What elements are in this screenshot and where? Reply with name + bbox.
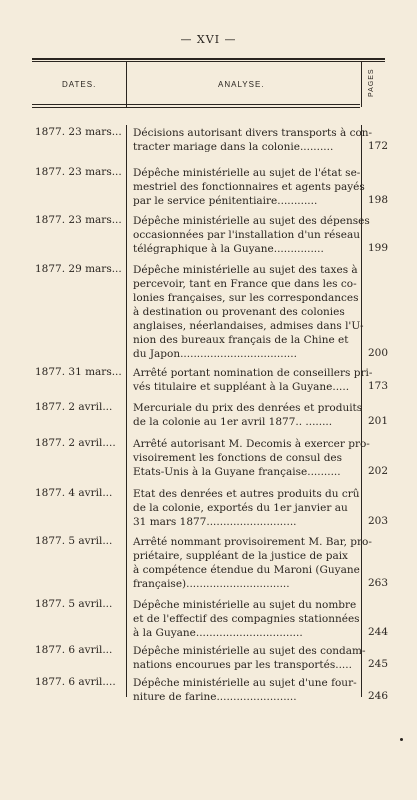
entry-date: 1877. 23 mars...: [35, 214, 122, 226]
analysis-line: visoirement les fonctions de consul des: [133, 452, 343, 464]
entry-page: 202: [367, 465, 388, 477]
analysis-line: Etats-Unis à la Guyane française..........: [133, 466, 341, 478]
analysis-line: française)...............................: [133, 578, 290, 590]
analysis-line: nion des bureaux français de la Chine et: [133, 334, 349, 346]
entry-date: 1877. 6 avril....: [35, 676, 116, 688]
analysis-line: du Japon...................................: [133, 348, 297, 360]
entry-date: 1877. 2 avril....: [35, 437, 116, 449]
header-rule-top-thin: [32, 61, 385, 62]
ink-speck: [400, 738, 403, 741]
analysis-line: Dépêche ministérielle au sujet d'une four-: [133, 677, 357, 689]
analysis-line: à destination ou provenant des colonies: [133, 306, 345, 318]
entry-analysis: [133, 437, 370, 479]
analysis-line: 31 mars 1877...........................: [133, 516, 297, 528]
header-rule-top: [32, 58, 385, 60]
analysis-line: Arrêté autorisant M. Decomis à exercer pro-: [133, 438, 370, 450]
header-column-divider-2: [361, 62, 362, 107]
entry-analysis: [133, 598, 359, 640]
header-rule-bottom: [32, 104, 360, 105]
analysis-line: vés titulaire et suppléant à la Guyane.....: [133, 381, 350, 393]
entry-page: 245: [367, 658, 388, 670]
entry-page: 199: [367, 242, 388, 254]
entry-page: 198: [367, 194, 388, 206]
analysis-line: priétaire, suppléant de la justice de paix: [133, 550, 348, 562]
entry-page: 246: [367, 690, 388, 702]
entry-date: 1877. 29 mars...: [35, 263, 122, 275]
entry-analysis: [133, 535, 372, 591]
analysis-line: mestriel des fonctionnaires et agents payés: [133, 181, 365, 193]
entry-page: 172: [367, 140, 388, 152]
entry-analysis: [133, 126, 373, 154]
analysis-line: par le service pénitentiaire............: [133, 195, 318, 207]
entry-date: 1877. 23 mars...: [35, 126, 122, 138]
entry-date: 1877. 23 mars...: [35, 166, 122, 178]
analysis-line: Dépêche ministérielle au sujet des condam-: [133, 645, 366, 657]
analysis-line: percevoir, tant en France que dans les co-: [133, 278, 357, 290]
analysis-line: occasionnées par l'installation d'un réseau: [133, 229, 360, 241]
analysis-line: Etat des denrées et autres produits du crû: [133, 488, 360, 500]
entry-analysis: [133, 263, 364, 361]
entry-page: 203: [367, 515, 388, 527]
column-header-dates: DATES.: [62, 80, 97, 89]
header-rule-bottom-2: [32, 107, 360, 108]
entry-date: 1877. 5 avril...: [35, 535, 113, 547]
analysis-line: Arrêté nommant provisoirement M. Bar, pro-: [133, 536, 372, 548]
entry-analysis: [133, 166, 365, 208]
analysis-line: Dépêche ministérielle au sujet des dépenses: [133, 215, 370, 227]
analysis-line: de la colonie au 1er avril 1877.. ........: [133, 416, 333, 428]
header-column-divider-1: [126, 62, 127, 107]
entry-analysis: [133, 214, 370, 256]
analysis-line: à la Guyane................................: [133, 627, 303, 639]
entry-page: 173: [367, 380, 388, 392]
analysis-line: de la colonie, exportés du 1er janvier au: [133, 502, 348, 514]
analysis-line: à compétence étendue du Maroni (Guyane: [133, 564, 360, 576]
analysis-line: nations encourues par les transportés.....: [133, 659, 352, 671]
entry-date: 1877. 31 mars...: [35, 366, 122, 378]
analysis-line: et de l'effectif des compagnies stationnées: [133, 613, 360, 625]
analysis-line: niture de farine........................: [133, 691, 297, 703]
page-folio: — XVI —: [180, 33, 237, 46]
analysis-line: Dépêche ministérielle au sujet du nombre: [133, 599, 357, 611]
analysis-line: lonies françaises, sur les correspondances: [133, 292, 359, 304]
entry-page: 263: [367, 577, 388, 589]
entry-date: 1877. 5 avril...: [35, 598, 113, 610]
entry-page: 201: [367, 415, 388, 427]
analysis-line: Décisions autorisant divers transports à con-: [133, 127, 373, 139]
analysis-line: anglaises, néerlandaises, admises dans l'U-: [133, 320, 364, 332]
analysis-line: Dépêche ministérielle au sujet des taxes à: [133, 264, 358, 276]
column-header-analyse: ANALYSE.: [218, 80, 265, 89]
entry-analysis: [133, 676, 359, 704]
column-header-pages: PAGES: [368, 68, 375, 98]
entry-analysis: [133, 644, 366, 672]
entry-date: 1877. 4 avril...: [35, 487, 113, 499]
analysis-line: Mercuriale du prix des denrées et produits: [133, 402, 363, 414]
entry-analysis: [133, 366, 373, 394]
analysis-line: télégraphique à la Guyane...............: [133, 243, 324, 255]
analysis-line: Arrêté portant nomination de conseillers pri-: [133, 367, 373, 379]
analysis-line: tracter mariage dans la colonie..........: [133, 141, 334, 153]
entry-page: 244: [367, 626, 388, 638]
entry-date: 1877. 2 avril...: [35, 401, 113, 413]
entry-date: 1877. 6 avril...: [35, 644, 113, 656]
entry-page: 200: [367, 347, 388, 359]
analysis-line: Dépêche ministérielle au sujet de l'état se-: [133, 167, 361, 179]
entry-analysis: [133, 487, 359, 529]
entry-analysis: [133, 401, 363, 429]
